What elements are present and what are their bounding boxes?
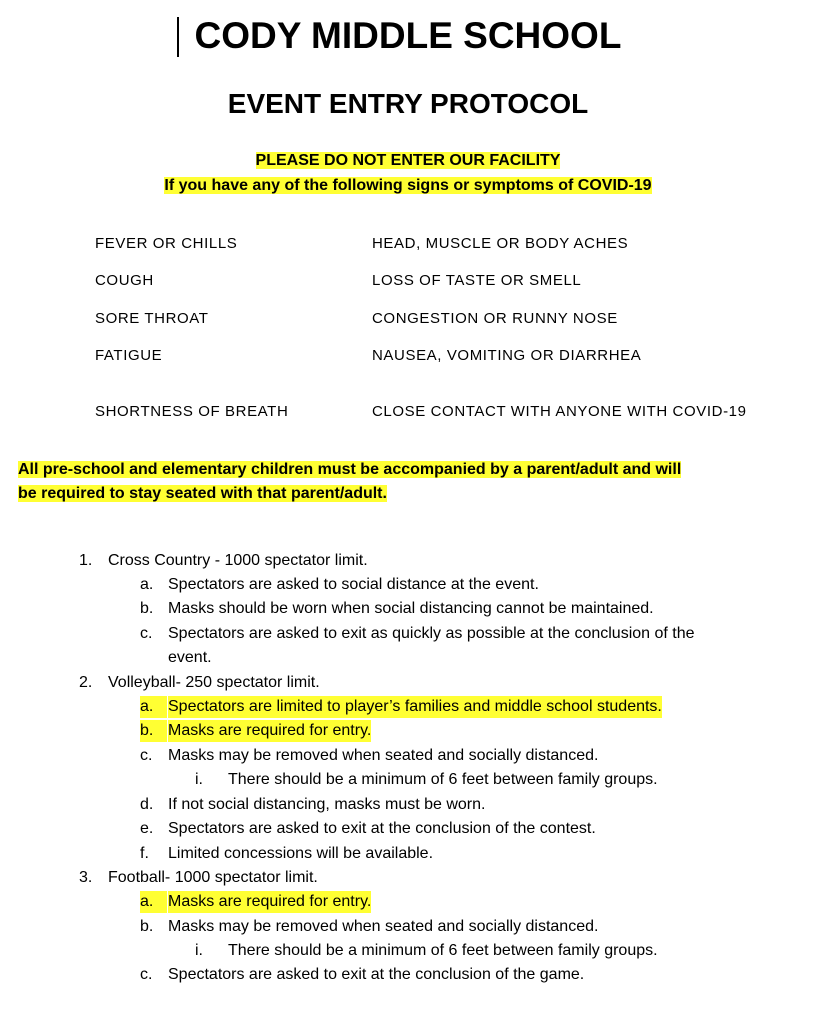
warning-line-1: PLEASE DO NOT ENTER OUR FACILITY [255,152,561,169]
symptom-item: NAUSEA, VOMITING OR DIARRHEA [372,347,642,364]
symptom-item: SHORTNESS OF BREATH [95,403,289,420]
symptom-item: COUGH [95,272,154,289]
children-notice: All pre-school and elementary children must be accompanied by a parent/adult and will be required to stay seated with that parent/adult. [18,461,682,502]
symptom-item: LOSS OF TASTE OR SMELL [372,272,582,289]
document-title: CODY MIDDLE SCHOOL [194,15,622,56]
symptom-item: CLOSE CONTACT WITH ANYONE WITH COVID-19 [372,403,747,420]
symptom-item: FATIGUE [95,347,163,364]
document-subtitle: EVENT ENTRY PROTOCOL [227,88,589,119]
warning-line-2: If you have any of the following signs or symptoms of COVID-19 [164,177,652,194]
symptom-item: CONGESTION OR RUNNY NOSE [372,310,618,327]
symptom-item: HEAD, MUSCLE OR BODY ACHES [372,235,629,252]
symptom-item: FEVER OR CHILLS [95,235,238,252]
symptom-item: SORE THROAT [95,310,209,327]
